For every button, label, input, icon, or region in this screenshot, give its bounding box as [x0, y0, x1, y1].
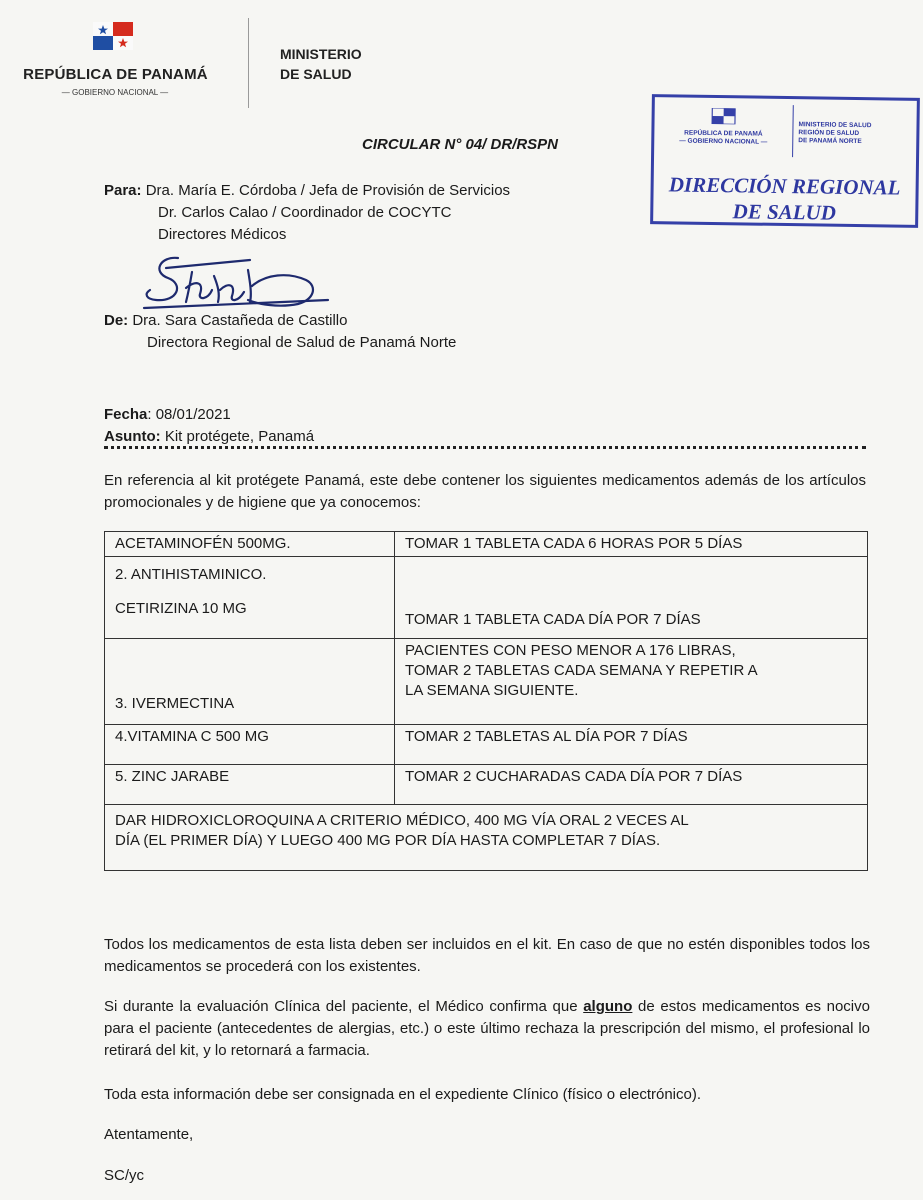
closing-salutation: Atentamente,: [104, 1126, 194, 1143]
record-paragraph: Toda esta información debe ser consignada en el expediente Clínico (físico o electrónico).: [104, 1086, 702, 1103]
regional-direction-stamp: [650, 94, 920, 228]
table-row: [105, 765, 868, 805]
ministry-line-2: DE SALUD: [280, 66, 352, 82]
note-line-1: DAR HIDROXICLOROQUINA A CRITERIO MÉDICO, 400 MG VÍA ORAL 2 VECES AL: [115, 812, 689, 829]
header-divider: [248, 18, 249, 108]
table-row: [105, 639, 868, 725]
date-label: Fecha: [104, 406, 148, 423]
subject-label: Asunto:: [104, 428, 161, 445]
recipient-2: Dr. Carlos Calao / Coordinador de COCYTC: [158, 204, 452, 221]
stamp-republic-name: REPÚBLICA DE PANAMÁ: [684, 129, 763, 138]
stamp-region-line-1: REGIÓN DE SALUD: [798, 129, 860, 138]
republic-name: REPÚBLICA DE PANAMÁ: [23, 66, 208, 83]
stamp-direction-line-1: DIRECCIÓN REGIONAL: [668, 172, 901, 200]
author-initials: SC/yc: [104, 1167, 145, 1184]
recipient-1: Dra. María E. Córdoba / Jefa de Provisión de Servicios: [145, 182, 511, 199]
dose-cell: TOMAR 1 TABLETA CADA 6 HORAS POR 5 DÍAS: [395, 532, 868, 557]
government-subtitle: — GOBIERNO NACIONAL —: [61, 88, 169, 97]
stamp-direction: [653, 171, 916, 227]
drug-line-1: 2. ANTIHISTAMINICO.: [115, 566, 267, 583]
panama-flag-logo: [93, 22, 133, 50]
date-value: : 08/01/2021: [147, 406, 231, 423]
dose-cell: [395, 639, 868, 725]
sender-title: Directora Regional de Salud de Panamá Norte: [147, 334, 457, 351]
stamp-government: — GOBIERNO NACIONAL —: [679, 137, 768, 146]
dose-line-3: LA SEMANA SIGUIENTE.: [405, 682, 579, 699]
stamp-divider: [792, 105, 794, 157]
drug-cell: [105, 557, 395, 639]
intro-paragraph: En referencia al kit protégete Panamá, este debe contener los siguientes medicamentos además de los artículos promocionales y de higiene que ya conocemos:: [104, 472, 866, 511]
recipient-3: Directores Médicos: [158, 226, 287, 243]
subject-value: Kit protégete, Panamá: [164, 428, 315, 445]
ministry-line-1: MINISTERIO: [280, 46, 362, 62]
dose-line-1: PACIENTES CON PESO MENOR A 176 LIBRAS,: [405, 642, 736, 659]
drug-cell: 3. IVERMECTINA: [105, 639, 395, 725]
drug-cell: ACETAMINOFÉN 500MG.: [105, 532, 395, 557]
dose-cell: TOMAR 2 CUCHARADAS CADA DÍA POR 7 DÍAS: [395, 765, 868, 805]
dose-cell: TOMAR 1 TABLETA CADA DÍA POR 7 DÍAS: [395, 557, 868, 639]
from-label: De:: [104, 312, 129, 329]
dotted-separator: [104, 446, 866, 449]
table-row: [105, 532, 868, 557]
stamp-flag-icon: [711, 108, 737, 124]
table-row: [105, 557, 868, 639]
stamp-region-line-2: DE PANAMÁ NORTE: [798, 137, 862, 146]
drug-line-2: CETIRIZINA 10 MG: [115, 600, 247, 617]
circular-title: CIRCULAR N° 04/ DR/RSPN: [362, 136, 559, 153]
drug-cell: 5. ZINC JARABE: [105, 765, 395, 805]
stamp-ministry: [798, 121, 871, 146]
dose-line-2: TOMAR 2 TABLETAS CADA SEMANA Y REPETIR A: [405, 662, 758, 679]
ministry-name: [280, 44, 362, 84]
stamp-ministry-name: MINISTERIO DE SALUD: [798, 121, 872, 130]
note-line-2: DÍA (EL PRIMER DÍA) Y LUEGO 400 MG POR DÍA HASTA COMPLETAR 7 DÍAS.: [115, 832, 661, 849]
hydroxychloroquine-note: [105, 805, 868, 871]
medication-table: [104, 531, 868, 871]
table-row: [105, 805, 868, 871]
stamp-direction-line-2: DE SALUD: [732, 199, 837, 225]
dose-cell: TOMAR 2 TABLETAS AL DÍA POR 7 DÍAS: [395, 725, 868, 765]
to-label: Para:: [104, 182, 142, 199]
p2-emphasis: alguno: [583, 998, 633, 1015]
clinical-evaluation-paragraph: [104, 996, 870, 1062]
p2-after: de estos medicamentos es nocivo para el paciente (antecedentes de alergias, etc.) o este último rechaza la prescripción del mismo, el profesional lo retirará del kit, y lo retornará a farmacia.: [104, 998, 870, 1059]
date-subject-block: [104, 404, 314, 448]
handwritten-signature: [138, 250, 338, 312]
availability-paragraph: Todos los medicamentos de esta lista deben ser incluidos en el kit. En caso de que no estén disponibles todos los medicamentos se procederá con los existentes.: [104, 936, 870, 975]
sender-name: Dra. Sara Castañeda de Castillo: [132, 312, 348, 329]
p2-before: Si durante la evaluación Clínica del paciente, el Médico confirma que: [104, 998, 584, 1015]
drug-cell: 4.VITAMINA C 500 MG: [105, 725, 395, 765]
recipients-block: [104, 180, 510, 246]
table-row: [105, 725, 868, 765]
sender-block: [104, 310, 456, 354]
stamp-republic: [657, 129, 789, 147]
